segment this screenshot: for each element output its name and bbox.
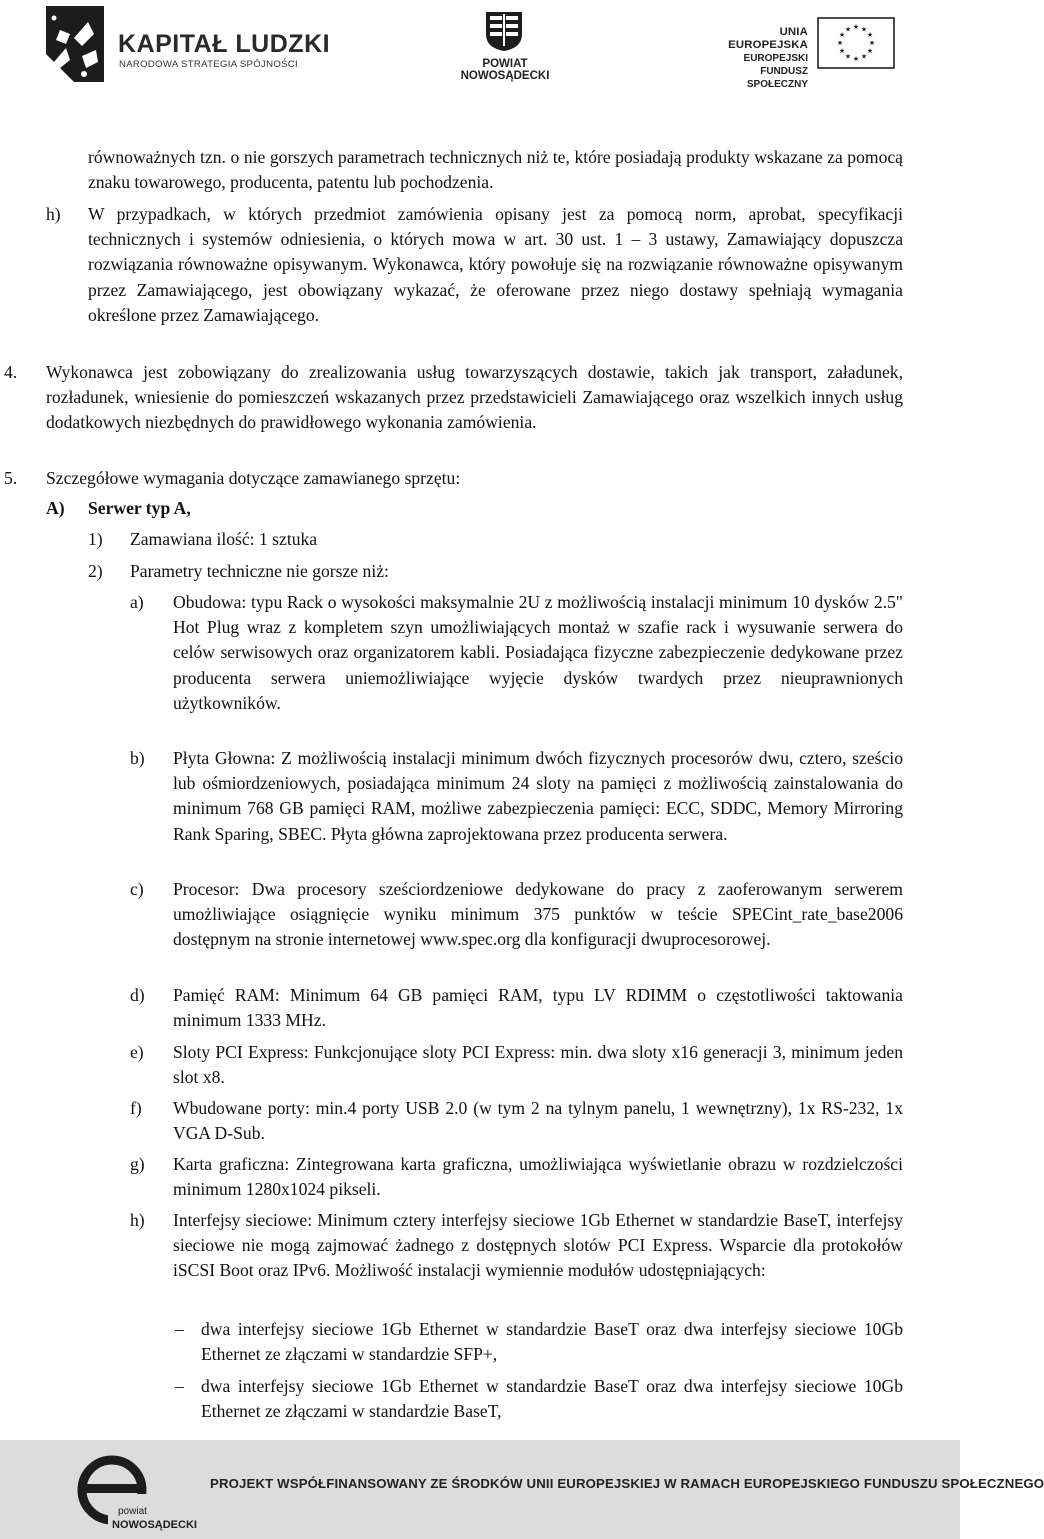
list-marker-5: 5. [4,468,18,488]
ue-line-1: UNIA EUROPEJSKA [728,26,808,51]
list-marker-2: 2) [88,561,103,581]
epowiat-logo-top-text: powiat [118,1506,147,1517]
powiat-label: POWIAT NOWOSĄDECKI [460,58,550,82]
network-option-2: dwa interfejsy sieciowe 1Gb Ethernet w standardzie BaseT oraz dwa interfejsy sieciowe 10Gb Ethernet ze złączami w standardzie BaseT, [201,1376,903,1422]
kapital-ludzki-title: KAPITAŁ LUDZKI [118,30,331,58]
spec-ports: Wbudowane porty: min.4 porty USB 2.0 (w tym 2 na tylnym panelu, 1 wewnętrzny), 1x RS-232, 1x VGA D-Sub. [173,1098,903,1144]
eu-flag-icon [817,17,895,69]
kapital-ludzki-subtitle: NARODOWA STRATEGIA SPÓJNOŚCI [119,59,298,70]
spec-marker-b: b) [130,748,145,768]
dash-marker-1: – [175,1319,184,1339]
spec-network: Interfejsy sieciowe: Minimum cztery interfejsy sieciowe 1Gb Ethernet w standardzie BaseT, interfejsy sieciowe nie mogą zajmować żadnego z dostępnych slotów PCI Express. Wsparcie dla protokołów iSCSI Boot oraz IPv6. Możliwość instalacji wymiennie modułów udostępniających: [173,1210,903,1281]
spec-pci-slots: Sloty PCI Express: Funkcjonujące sloty PCI Express: min. dwa sloty x16 generacji 3, minimum jeden slot x8. [173,1042,903,1088]
ue-line-3: FUNDUSZ SPOŁECZNY [746,66,808,90]
list-marker-4: 4. [4,362,18,382]
page-header [0,0,960,120]
footer-project-text: PROJEKT WSPÓŁFINANSOWANY ZE ŚRODKÓW UNII EUROPEJSKIEJ W RAMACH EUROPEJSKIEGO FUNDUSZU SPOŁECZNEGO [210,1476,1044,1491]
spec-marker-h: h) [130,1210,145,1230]
list-marker-1: 1) [88,529,103,549]
paragraph-4: Wykonawca jest zobowiązany do zrealizowania usług towarzyszących dostawie, takich jak transport, załadunek, rozładunek, wniesienie do pomieszczeń wskazanych przez przedstawicieli Zamawiającego oraz wszelkich innych usług dodatkowych niezbędnych do prawidłowego wykonania zamówienia. [46,362,903,433]
svg-text:★: ★ [836,39,844,47]
continuation-paragraph: równoważnych tzn. o nie gorszych parametrach technicznych niż te, które posiadają produkty wskazane za pomocą znaku towarowego, producenta, patentu lub pochodzenia. [88,147,903,193]
section-heading-server-a: Serwer typ A, [88,498,191,518]
powiat-crest-icon [484,10,524,52]
network-option-1: dwa interfejsy sieciowe 1Gb Ethernet w standardzie BaseT oraz dwa interfejsy sieciowe 10Gb Ethernet ze złączami w standardzie SFP+, [201,1319,903,1365]
spec-motherboard: Płyta Głowna: Z możliwością instalacji minimum dwóch fizycznych procesorów dwu, cztero, sześcio lub ośmiordzeniowych, posiadająca minimum 24 sloty na pamięci z możliwością zainstalowania do minimum 768 GB pamięci RAM, możliwe zabezpieczenia pamięci: ECC, SDDC, Memory Mirroring Rank Sparing, SBEC. Płyta główna zaprojektowana przez producenta serwera. [173,748,903,844]
spec-chassis: Obudowa: typu Rack o wysokości maksymalnie 2U z możliwością instalacji minimum 10 dysków 2.5" Hot Plug wraz z kompletem szyn umożliwiających montaż w szafie rack i wysuwanie serwera do celów serwisowych oraz organizatorem kabli. Posiadająca fizyczne zabezpieczenie dedykowane przez producenta serwera uniemożliwiające wyjęcie dysków twardych przez nieuprawnionych użytkowników. [173,592,903,713]
spec-graphics: Karta graficzna: Zintegrowana karta graficzna, umożliwiająca wyświetlanie obrazu w rozdzielczości minimum 1280x1024 pikseli. [173,1154,903,1200]
ue-line-2: EUROPEJSKI [743,53,808,64]
svg-text:★: ★ [866,31,874,39]
ue-text-block [700,26,808,91]
spec-ram: Pamięć RAM: Minimum 64 GB pamięci RAM, typu LV RDIMM o częstotliwości taktowania minimum 1333 MHz. [173,985,903,1031]
epowiat-logo-icon [78,1454,197,1534]
paragraph-5: Szczegółowe wymagania dotyczące zamawianego sprzętu: [46,468,461,488]
svg-text:★: ★ [838,31,846,39]
dash-marker-2: – [175,1376,184,1396]
svg-text:★: ★ [838,47,846,55]
list-marker-h: h) [46,204,61,224]
svg-text:★: ★ [852,23,860,31]
svg-text:★: ★ [844,52,852,61]
svg-text:★: ★ [868,39,876,47]
svg-text:★: ★ [860,52,868,61]
spec-marker-f: f) [130,1098,142,1118]
spec-marker-d: d) [130,985,145,1005]
spec-marker-c: c) [130,879,144,899]
spec-marker-e: e) [130,1042,144,1062]
svg-text:★: ★ [866,47,874,55]
item-parameters: Parametry techniczne nie gorsze niż: [130,561,389,581]
kapital-ludzki-logo-icon [44,4,106,84]
page-footer [0,1440,1044,1539]
svg-text:★: ★ [844,25,852,34]
spec-marker-a: a) [130,592,144,612]
item-quantity: Zamawiana ilość: 1 sztuka [130,529,318,549]
section-marker-a: A) [46,498,65,518]
svg-text:★: ★ [852,55,860,63]
svg-text:★: ★ [860,25,868,34]
epowiat-logo-bottom-text: NOWOSĄDECKI [112,1519,197,1531]
spec-processor: Procesor: Dwa procesory sześciordzeniowe dedykowane do pracy z zaoferowanym serwerem umożliwiające osiągnięcie wyniku minimum 375 punktów w teście SPECint_rate_base2006 dostępnym na stronie internetowej www.spec.org dla konfiguracji dwuprocesorowej. [173,879,903,950]
spec-marker-g: g) [130,1154,145,1174]
paragraph-h: W przypadkach, w których przedmiot zamówienia opisany jest za pomocą norm, aprobat, specyfikacji technicznych i systemów odniesienia, o których mowa w art. 30 ust. 1 – 3 ustawy, Zamawiający dopuszcza rozwiązania równoważne opisywanym. Wykonawca, który powołuje się na rozwiązanie równoważne opisywanym przez Zamawiającego, jest obowiązany wykazać, że oferowane przez niego dostawy spełniają wymagania określone przez Zamawiającego. [88,204,903,325]
